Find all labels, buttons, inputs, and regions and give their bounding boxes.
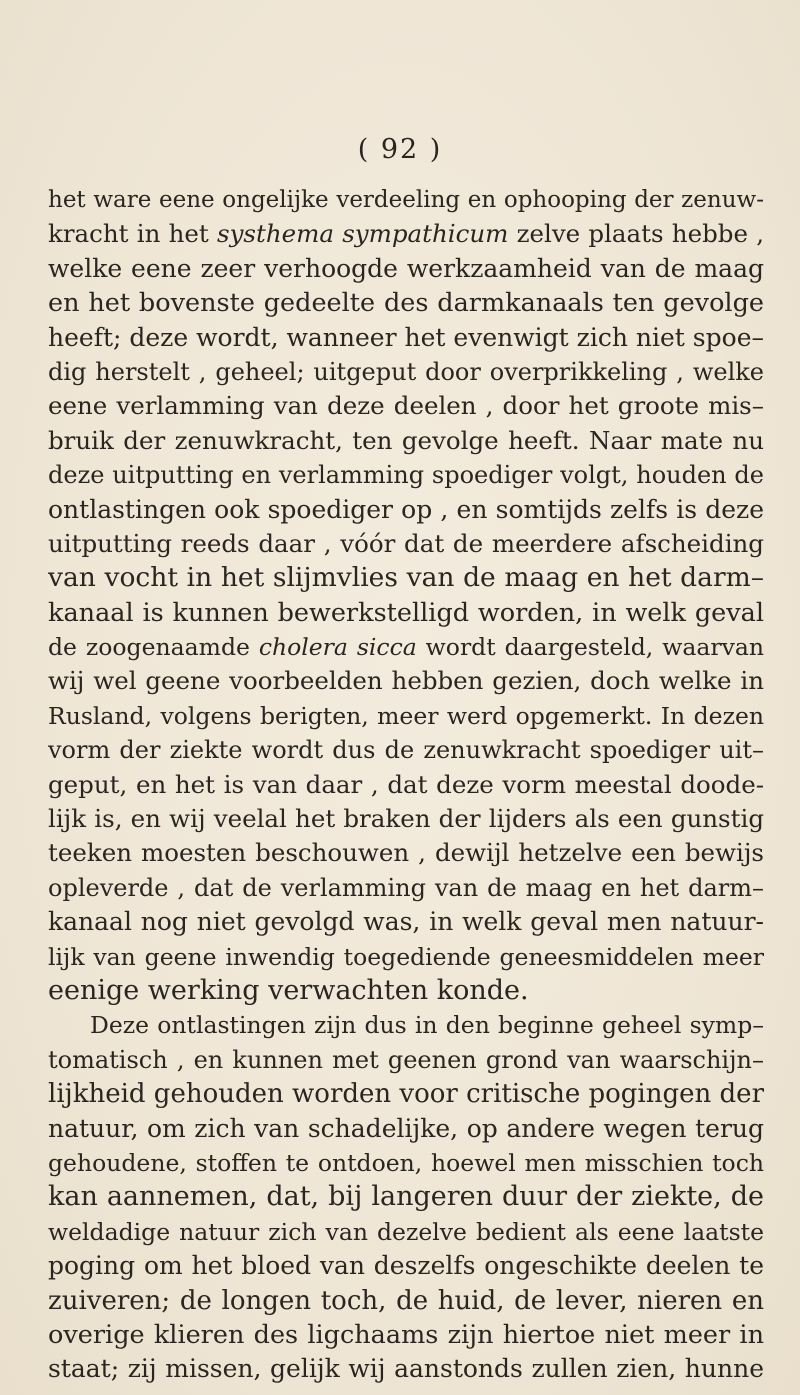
paragraph-start-line: Deze ontlastingen zijn dus in den beginne geheel symp–: [90, 1011, 764, 1040]
text-line: opleverde , dat de verlamming van de maag en het darm–: [48, 873, 764, 902]
text-line: dig herstelt , geheel; uitgeput door overprikkeling , welke: [48, 357, 764, 386]
text-line: deze uitputting en verlamming spoediger volgt, houden de: [48, 461, 764, 490]
text-line: lijk van geene inwendig toegediende geneesmiddelen meer: [48, 942, 764, 971]
text-line: gehoudene, stoffen te ontdoen, hoewel men misschien toch: [48, 1148, 764, 1177]
text-line: eene verlamming van deze deelen , door het groote mis–: [48, 391, 764, 421]
text-line: kan aannemen, dat, bij langeren duur der ziekte, de: [48, 1181, 764, 1213]
text-line: geput, en het is van daar , dat deze vorm meestal doode-: [48, 769, 764, 799]
text-line: Rusland, volgens berigten, meer werd opgemerkt. In dezen: [48, 701, 764, 730]
text-line: poging om het bloed van deszelfs ongeschikte deelen te: [48, 1251, 764, 1281]
text-line: welke eene zeer verhoogde werkzaamheid van de maag: [48, 253, 764, 283]
text-line: ontlastingen ook spoediger op , en somtijds zelfs is deze: [48, 494, 764, 524]
text-line: tomatisch , en kunnen met geenen grond van waarschijn–: [48, 1045, 764, 1074]
text-line: lijk is, en wij veelal het braken der lijders als een gunstig: [48, 804, 764, 834]
body-text: [48, 183, 764, 1387]
text-line: weldadige natuur zich van dezelve bedient als eene laatste: [48, 1217, 764, 1246]
text-line: bruik der zenuwkracht, ten gevolge heeft. Naar mate nu: [48, 425, 764, 455]
text-line: teeken moesten beschouwen , dewijl hetzelve een bewijs: [48, 838, 764, 868]
text-line: lijkheid gehouden worden voor critische pogingen der: [48, 1079, 764, 1110]
text-line: natuur, om zich van schadelijke, op andere wegen terug: [48, 1113, 764, 1143]
text-line: staat; zij missen, gelijk wij aanstonds zullen zien, hunne: [48, 1354, 764, 1384]
text-line: en het bovenste gedeelte des darmkanaals ten gevolge: [48, 288, 764, 319]
text-line: van vocht in het slijmvlies van de maag en het darm–: [48, 562, 764, 594]
text-line: zuiveren; de longen toch, de huid, de lever, nieren en: [48, 1285, 764, 1316]
italic-term: cholera sicca: [258, 633, 417, 662]
paragraph-end-line: eenige werking verwachten konde.: [48, 974, 529, 1006]
text-line: het ware eene ongelijke verdeeling en ophooping der zenuw-: [48, 187, 764, 213]
text-line: kracht in het systhema sympathicum zelve plaats hebbe ,: [48, 219, 764, 249]
text-line: wij wel geene voorbeelden hebben gezien, doch welke in: [48, 666, 764, 696]
text-line: heeft; deze wordt, wanneer het evenwigt zich niet spoe–: [48, 322, 764, 352]
page-number: ( 92 ): [357, 134, 443, 165]
text-line: vorm der ziekte wordt dus de zenuwkracht spoediger uit–: [48, 736, 764, 765]
text-line: kanaal nog niet gevolgd was, in welk geval men natuur-: [48, 907, 764, 937]
text-line: kanaal is kunnen bewerkstelligd worden, in welk geval: [48, 597, 764, 628]
text-line: de zoogenaamde cholera sicca wordt daargesteld, waarvan: [48, 633, 764, 662]
text-line: overige klieren des ligchaams zijn hiertoe niet meer in: [48, 1319, 764, 1350]
text-line: uitputting reeds daar , vóór dat de meerdere afscheiding: [48, 528, 764, 558]
italic-term: systhema sympathicum: [217, 219, 509, 249]
